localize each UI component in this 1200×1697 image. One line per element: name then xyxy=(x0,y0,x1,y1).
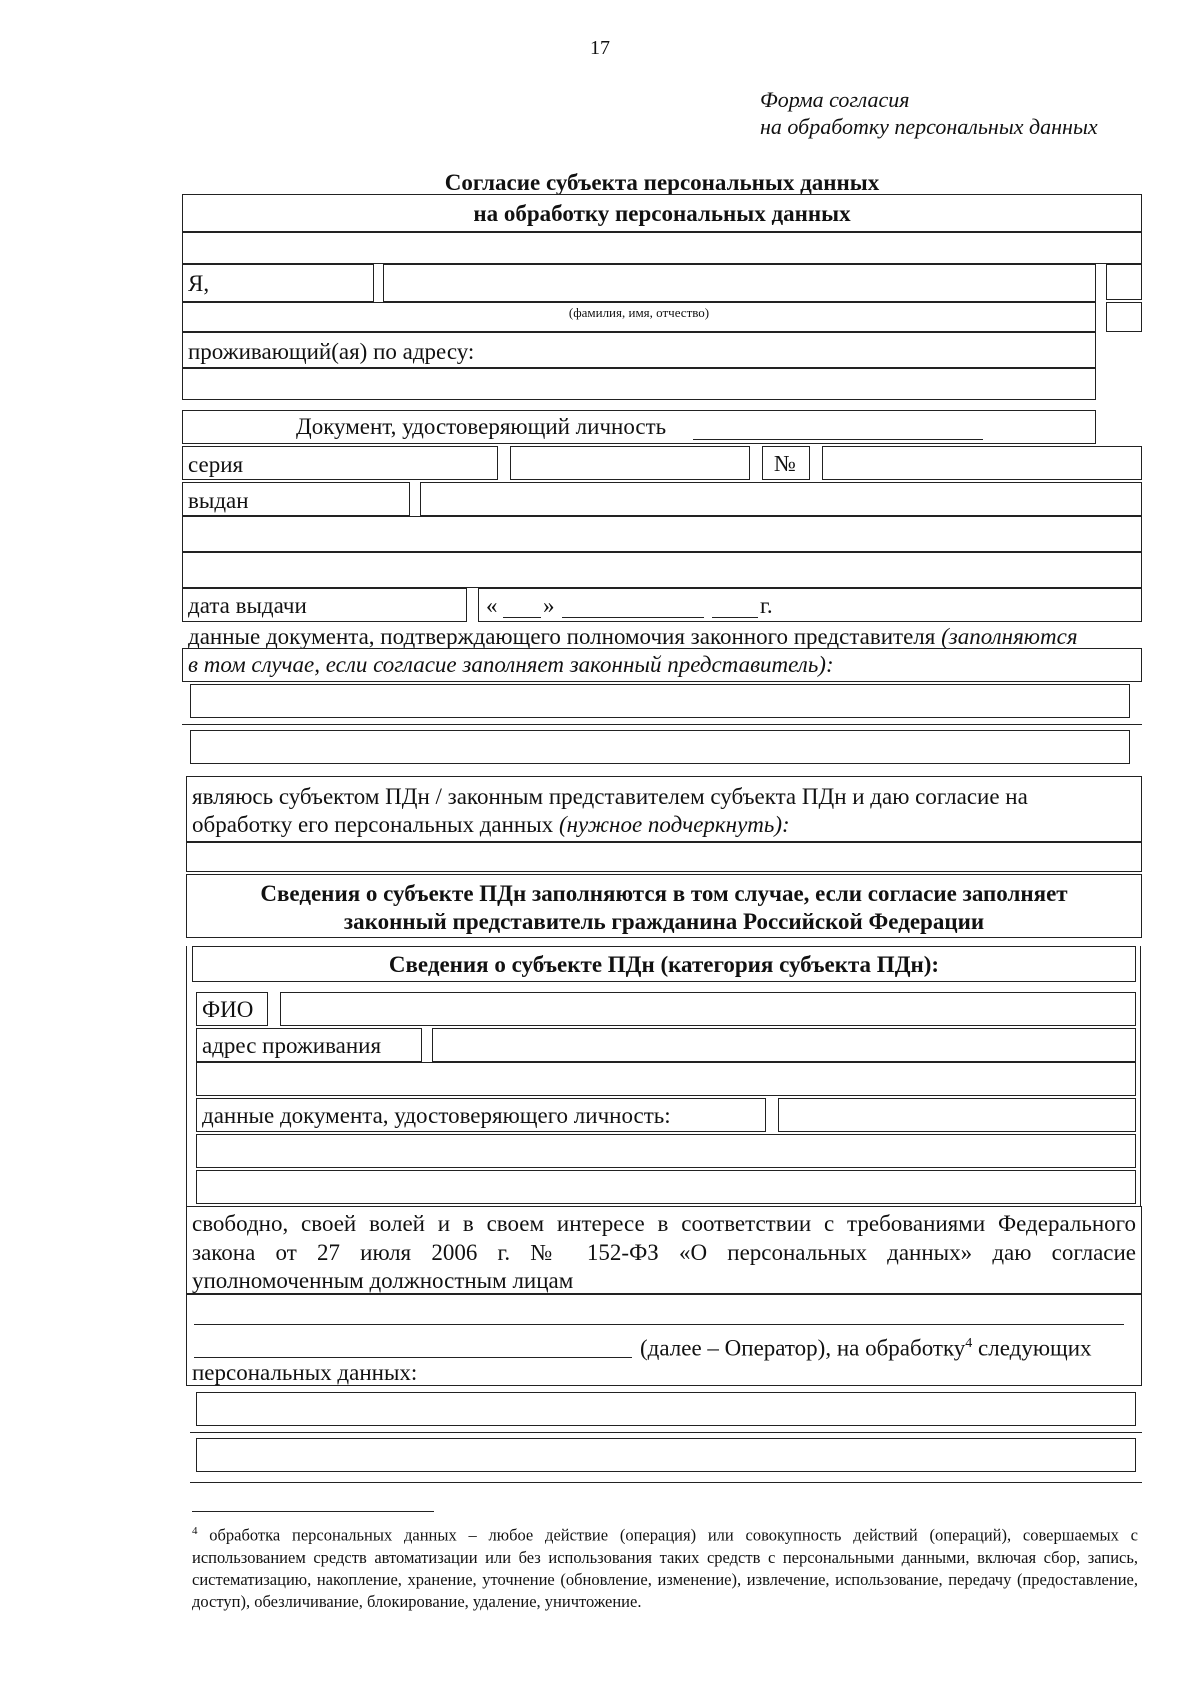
consent-line3: уполномоченным должностным лицам xyxy=(192,1268,574,1293)
operator-text-following: следующих xyxy=(972,1335,1092,1361)
id-doc-label: Документ, удостоверяющий личность xyxy=(296,414,667,439)
footnote xyxy=(192,1520,1138,1613)
operator-line-2[interactable] xyxy=(194,1357,632,1358)
title-spacer-row xyxy=(182,232,1142,264)
side-box-2 xyxy=(1106,302,1142,332)
i-label-cell xyxy=(182,264,374,302)
page-number: 17 xyxy=(590,37,610,59)
form-header-line2: на обработку персональных данных xyxy=(760,114,1098,139)
subject-fio-label: ФИО xyxy=(202,997,254,1022)
number-input[interactable] xyxy=(822,446,1142,480)
document-title-line1: Согласие субъекта персональных данных xyxy=(444,170,880,195)
form-header-line1: Форма согласия xyxy=(760,87,910,112)
rep-doc-label xyxy=(188,623,1078,651)
issued-input-line2[interactable] xyxy=(182,516,1142,552)
subject-id-doc-input-2[interactable] xyxy=(196,1134,1136,1168)
status-line2-text: обработку его персональных данных xyxy=(192,812,559,837)
subject-frame-left xyxy=(186,946,187,1206)
date-open-quote: « xyxy=(486,593,498,618)
consent-line2: закона от 27 июля 2006 г. № 152-ФЗ «О персональных данных» даю согласие xyxy=(192,1240,1136,1265)
date-year-suffix: г. xyxy=(760,593,773,618)
operator-text xyxy=(640,1330,1092,1363)
issue-date-label: дата выдачи xyxy=(188,593,307,618)
subject-address-input-2[interactable] xyxy=(196,1062,1136,1096)
side-box-1 xyxy=(1106,264,1142,300)
pd-input-1[interactable] xyxy=(196,1392,1136,1426)
subject-id-doc-input-3[interactable] xyxy=(196,1170,1136,1204)
footnote-ref: 4 xyxy=(965,1336,973,1351)
subject-title: Сведения о субъекте ПДн (категория субъекта ПДн): xyxy=(388,952,940,977)
rep-doc-separator xyxy=(182,724,1142,725)
rep-doc-input-1[interactable] xyxy=(190,684,1130,718)
pd-bottom-line xyxy=(190,1482,1142,1483)
rep-doc-input-2[interactable] xyxy=(190,730,1130,764)
series-label: серия xyxy=(188,452,244,477)
pd-input-2[interactable] xyxy=(196,1438,1136,1472)
fio-hint: (фамилия, имя, отчество) xyxy=(568,305,710,320)
operator-text-main: (далее – Оператор), на обработку xyxy=(640,1335,966,1361)
status-note: (нужное подчеркнуть): xyxy=(558,812,790,837)
address-input[interactable] xyxy=(182,368,1096,400)
subject-frame-right xyxy=(1140,946,1141,1206)
number-label: № xyxy=(774,451,796,476)
date-close-quote: » xyxy=(543,593,555,618)
footnote-rule xyxy=(192,1511,434,1512)
date-year-line xyxy=(712,617,758,618)
date-month-line xyxy=(562,617,704,618)
issued-input[interactable] xyxy=(420,482,1142,516)
subject-address-label: адрес проживания xyxy=(202,1033,382,1058)
status-spacer-row xyxy=(186,842,1142,872)
status-line2 xyxy=(192,811,790,839)
subject-id-doc-label: данные документа, удостоверяющего личность: xyxy=(202,1103,671,1128)
pd-separator xyxy=(190,1432,1142,1433)
rep-doc-label-text: данные документа, подтверждающего полномочия законного представителя xyxy=(188,624,942,649)
address-label: проживающий(ая) по адресу: xyxy=(188,339,475,364)
pd-label: персональных данных: xyxy=(192,1360,418,1385)
subject-id-doc-input[interactable] xyxy=(778,1098,1136,1132)
fio-input[interactable] xyxy=(383,264,1096,302)
rep-doc-note-a: (заполняются xyxy=(941,624,1078,649)
subject-address-input[interactable] xyxy=(432,1028,1136,1062)
issued-label: выдан xyxy=(188,488,249,513)
consent-line1: свободно, своей волей и в своем интересе в соответствии с требованиями Федерального xyxy=(192,1211,1136,1236)
operator-line-1[interactable] xyxy=(194,1324,1124,1325)
issued-input-line3[interactable] xyxy=(182,552,1142,588)
date-day-line xyxy=(503,617,541,618)
footnote-text: обработка персональных данных – любое действие (операция) или совокупность действий (операций), совершаемых с использованием средств автоматизации или без использования таких средств с персональными данными, включая сбор, запись, систематизацию, накопление, хранение, уточнение (обновление, изменение), извлечение, использование, передачу (предоставление, доступ), обезличивание, блокирование, удаление, уничтожение. xyxy=(192,1525,1138,1611)
id-doc-type-line[interactable] xyxy=(693,439,983,440)
status-line1: являюсь субъектом ПДн / законным представителем субъекта ПДн и даю согласие на xyxy=(192,784,1028,809)
rep-doc-note-b: в том случае, если согласие заполняет законный представитель): xyxy=(188,652,834,677)
i-label: Я, xyxy=(188,271,210,296)
subject-fio-input[interactable] xyxy=(280,992,1136,1026)
document-title-line2: на обработку персональных данных xyxy=(473,201,851,226)
series-input[interactable] xyxy=(510,446,750,480)
rep-section-line1: Сведения о субъекте ПДн заполняются в том случае, если согласие заполняет xyxy=(260,881,1068,906)
rep-section-line2: законный представитель гражданина Российской Федерации xyxy=(343,909,985,934)
footnote-marker: 4 xyxy=(192,1525,198,1537)
